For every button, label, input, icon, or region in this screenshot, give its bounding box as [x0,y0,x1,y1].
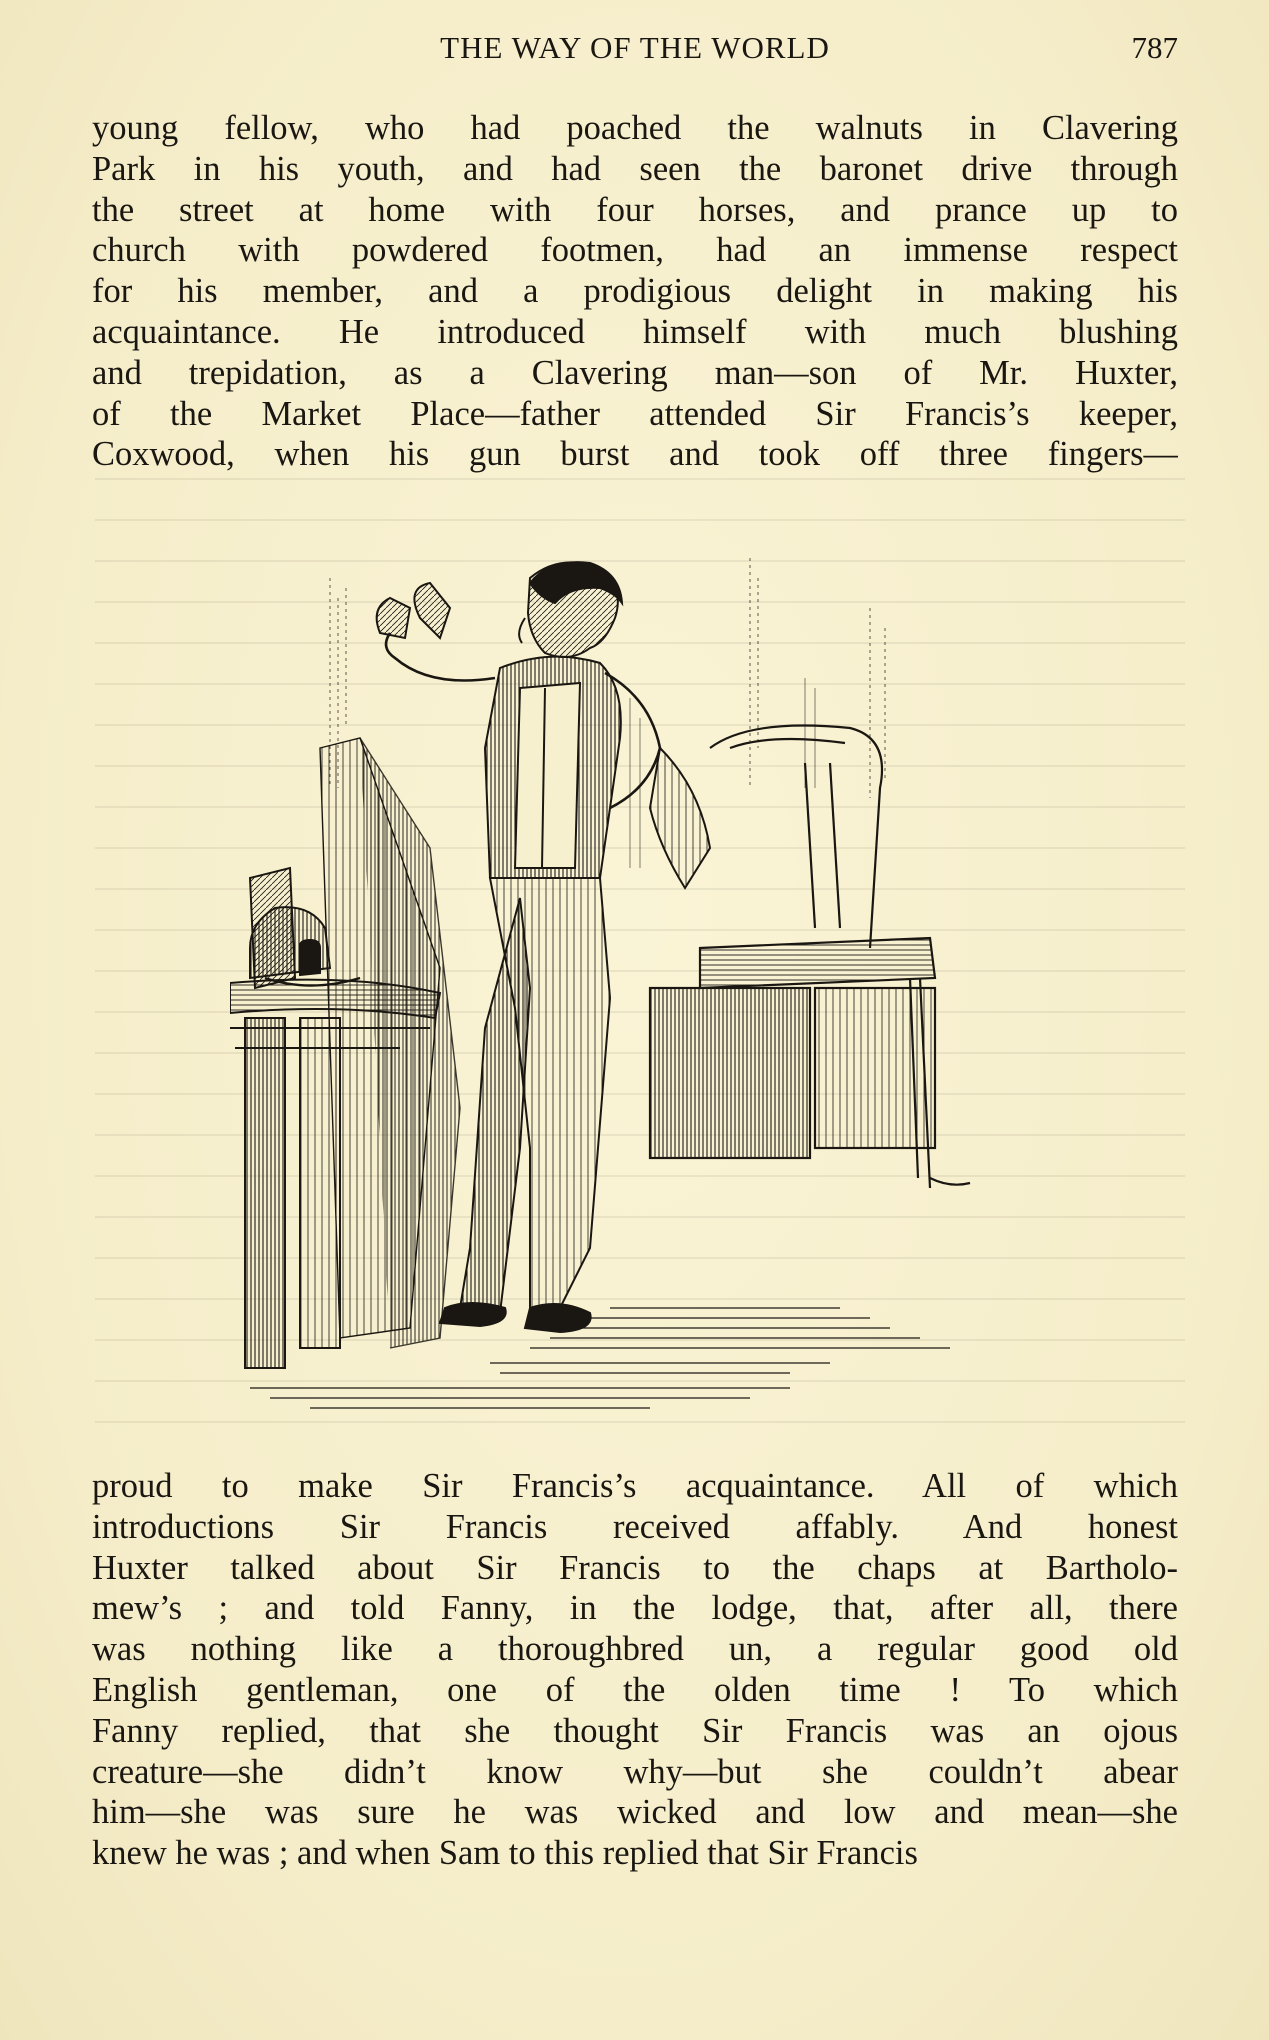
running-header [92,30,1178,70]
text-line: was nothing like a thoroughbred un, a regular good old [92,1630,1178,1669]
text-line: Park in his youth, and had seen the baronet drive through [92,149,1178,188]
running-title: THE WAY OF THE WORLD [440,30,830,65]
text-line: English gentleman, one of the olden time ! To which [92,1670,1178,1709]
text-line: Fanny replied, that she thought Sir Francis was an ojous [92,1711,1178,1750]
engraving-man-at-washstand [230,548,1030,1418]
text-line: knew he was ; and when Sam to this replied that Sir Francis [92,1834,918,1873]
paragraph-top [92,108,1178,475]
text-line: Coxwood, when his gun burst and took off three fingers— [92,435,1178,474]
paragraph-bottom [92,1466,1178,1874]
text-line: introductions Sir Francis received affably. And honest [92,1507,1178,1546]
text-line: acquaintance. He introduced himself with much blushing [92,312,1178,351]
page-number: 787 [1131,30,1178,65]
text-line: young fellow, who had poached the walnuts in Clavering [92,109,1178,147]
text-line: mew’s ; and told Fanny, in the lodge, that, after all, there [92,1589,1178,1628]
text-line: and trepidation, as a Clavering man—son of Mr. Huxter, [92,353,1178,392]
text-line: creature—she didn’t know why—but she couldn’t abear [92,1752,1178,1791]
text-line: the street at home with four horses, and prance up to [92,190,1178,229]
text-line: him—she was sure he was wicked and low and mean—she [92,1793,1178,1832]
text-line: proud to make Sir Francis’s acquaintance. All of which [92,1467,1178,1505]
text-line: of the Market Place—father attended Sir Francis’s keeper, [92,394,1178,433]
text-line: for his member, and a prodigious delight in making his [92,272,1178,311]
text-line: Huxter talked about Sir Francis to the chaps at Bartholo- [92,1548,1178,1587]
engraving-illustration [230,548,1030,1418]
text-line: church with powdered footmen, had an immense respect [92,231,1178,270]
